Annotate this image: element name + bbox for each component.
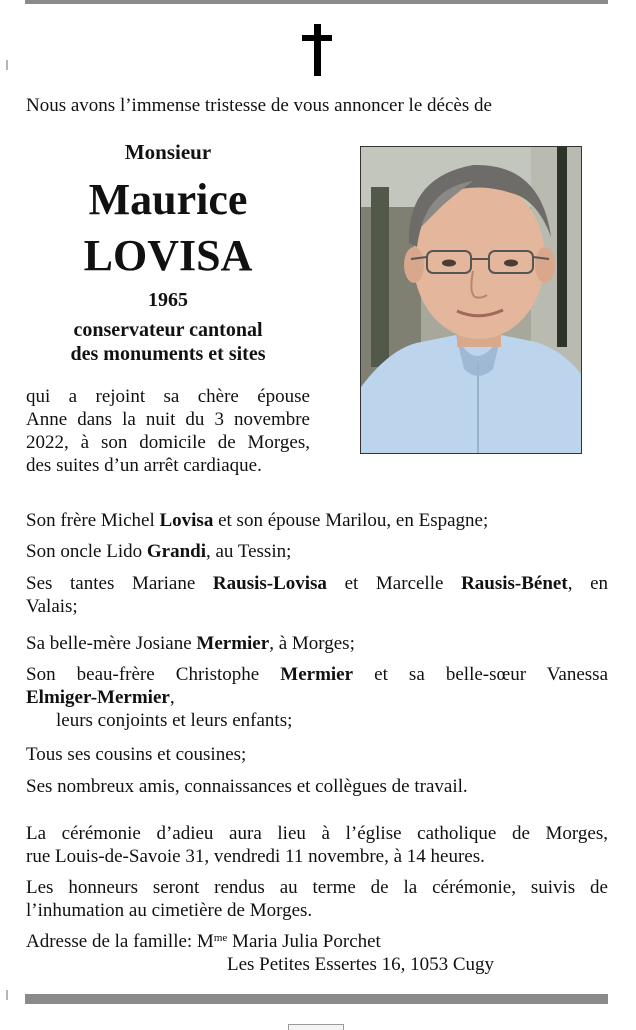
portrait-photo xyxy=(360,146,582,454)
intro-text: Nous avons l’immense tristesse de vous annoncer le décès de xyxy=(26,95,492,116)
passage-line: des suites d’un arrêt cardiaque. xyxy=(26,455,262,476)
passage-line: 2022, à son domicile de Morges, xyxy=(26,432,310,453)
margin-mark xyxy=(6,60,8,70)
passing-paragraph xyxy=(26,385,310,477)
list-item: Son oncle Lido Grandi, au Tessin; xyxy=(26,541,292,562)
list-item: Sa belle-mère Josiane Mermier, à Morges; xyxy=(26,633,355,654)
top-rule xyxy=(25,0,608,4)
role-line-2: des monuments et sites xyxy=(70,343,266,365)
family-address-line: Les Petites Essertes 16, 1053 Cugy xyxy=(227,954,495,975)
list-item-continuation: Valais; xyxy=(26,596,78,617)
birth-year: 1965 xyxy=(148,289,188,311)
bottom-rule xyxy=(25,994,608,1004)
passage-line: qui a rejoint sa chère épouse xyxy=(26,386,310,407)
list-item: Ses nombreux amis, connaissances et collègues de travail. xyxy=(26,776,468,797)
list-item: Ses tantes Mariane Rausis-Lovisa et Marcelle Rausis-Bénet, en xyxy=(26,573,609,594)
role-line-1: conservateur cantonal xyxy=(73,319,263,341)
list-item-continuation: Elmiger-Mermier, xyxy=(26,687,175,708)
list-item: Son frère Michel Lovisa et son épouse Marilou, en Espagne; xyxy=(26,510,489,531)
honors-line-1: Les honneurs seront rendus au terme de la cérémonie, suivis de xyxy=(26,877,608,898)
honors-line-2: l’inhumation au cimetière de Morges. xyxy=(26,900,313,921)
deceased-first-name: Maurice xyxy=(88,175,248,224)
ceremony-line-1: La cérémonie d’adieu aura lieu à l’église catholique de Morges, xyxy=(26,823,608,844)
deceased-last-name: LOVISA xyxy=(83,231,253,280)
margin-mark xyxy=(6,990,8,1000)
ceremony-line-2: rue Louis-de-Savoie 31, vendredi 11 novembre, à 14 heures. xyxy=(26,846,485,867)
list-item: Tous ses cousins et cousines; xyxy=(26,744,247,765)
cross-icon xyxy=(302,24,332,76)
passage-line: Anne dans la nuit du 3 novembre xyxy=(26,409,310,430)
family-address-label: Adresse de la famille: $M^{me}$ Maria Julia Porchet xyxy=(26,931,381,952)
deceased-title: Monsieur xyxy=(124,140,212,164)
list-item: Son beau-frère Christophe Mermier et sa belle-sœur Vanessa xyxy=(26,664,608,685)
page-tab xyxy=(288,1024,344,1030)
list-item-continuation: leurs conjoints et leurs enfants; xyxy=(56,710,293,731)
